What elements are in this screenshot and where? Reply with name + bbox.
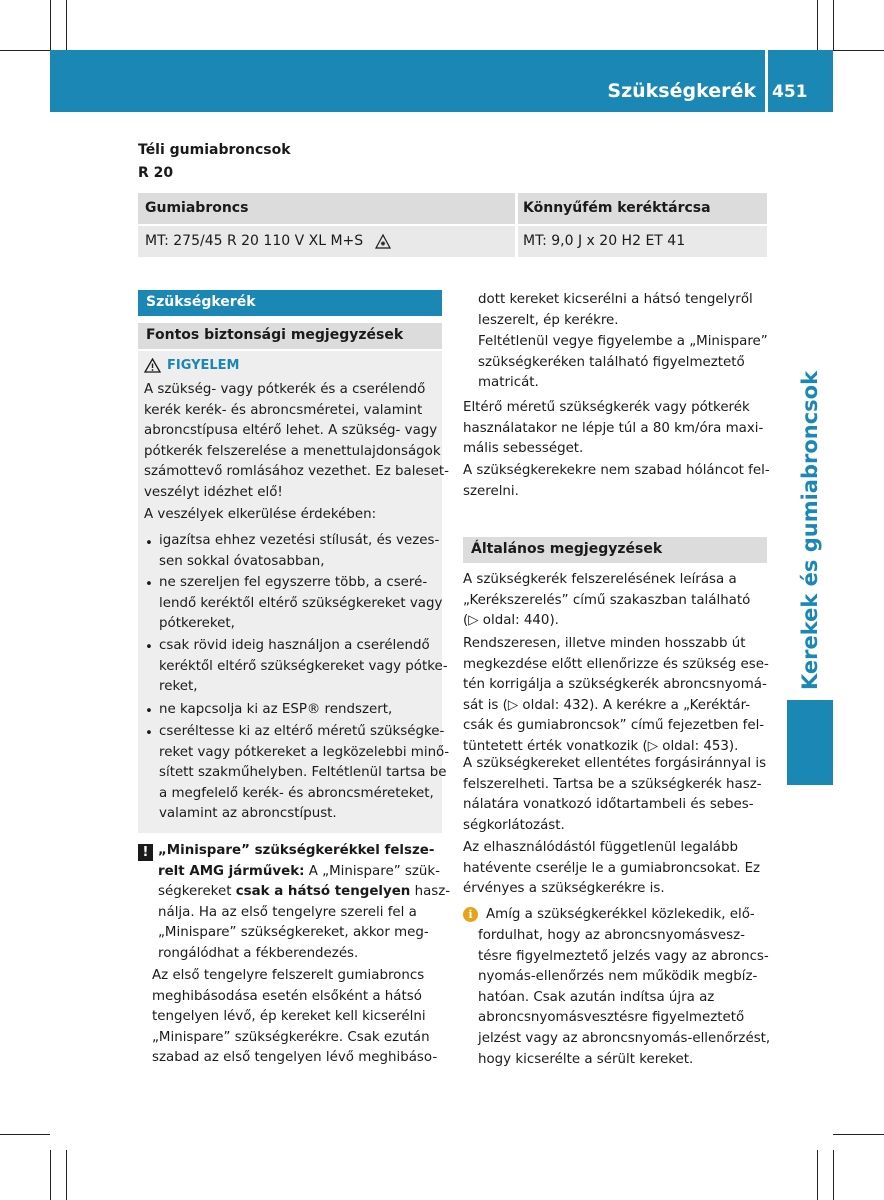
warning-label: FIGYELEM <box>167 358 240 373</box>
table-row <box>138 226 767 257</box>
bullet-dot: • <box>145 726 153 741</box>
list-item: ne szereljen fel egyszerre több, a cseré- lendő keréktől eltérő szükségkereket vagy pótkereket, <box>159 575 443 632</box>
crop-mark <box>817 1150 818 1200</box>
warning-triangle-icon <box>144 358 161 373</box>
paragraph: A szükségkerekekre nem szabad hóláncot fel- szerelni. <box>463 463 770 499</box>
paragraph: Rendszeresen, illetve minden hosszabb út megkezdése előtt ellenőrizze és szükség ese- tén korrigálja a szükségkerék abroncsnyomá- sát is (▷ oldal: 432). A kerékre a „Keréktár- csák és gumiabroncsok” című fejezetben fel- tüntetett érték vonatkozik (▷ oldal: 453). <box>463 636 769 754</box>
tyre-size: R 20 <box>138 165 174 181</box>
tyre-heading: Téli gumiabroncsok <box>138 142 291 158</box>
crop-mark <box>0 1134 50 1135</box>
warning-title <box>144 358 240 373</box>
header-separator <box>765 50 768 112</box>
paragraph: Eltérő méretű szükségkerék vagy pótkerék használatakor ne lépje túl a 80 km/óra maxi- mális sebességet. <box>463 400 764 457</box>
list-item: ne kapcsolja ki az ESP® rendszert, <box>159 702 393 717</box>
page-title: Szükségkerék <box>607 80 756 102</box>
info-icon: i <box>463 907 478 922</box>
bullet-dot: • <box>145 640 153 655</box>
crop-mark <box>833 1150 834 1200</box>
exclamation-icon: ! <box>138 844 153 861</box>
crop-mark <box>817 0 818 50</box>
list-item: igazítsa ehhez vezetési stílusát, és vezes- sen sokkal óvatosabban, <box>159 533 440 569</box>
crop-mark <box>833 1134 884 1135</box>
crop-mark <box>66 0 67 50</box>
table-header-row <box>138 193 767 224</box>
list-item: csak rövid ideig használjon a cserélendő keréktől eltérő szükségkereket vagy pótke- reket, <box>159 638 448 695</box>
bullet-dot: • <box>145 577 153 592</box>
bullet-dot: • <box>145 536 153 551</box>
paragraph: dott kereket kicserélni a hátsó tengelyről leszerelt, ép kerékre. <box>478 292 753 328</box>
crop-mark <box>833 50 884 51</box>
snowflake-mountain-icon <box>375 233 391 249</box>
chapter-tab-label: Kerekek és gumiabroncsok <box>798 370 822 690</box>
chapter-tab-marker <box>787 700 833 785</box>
minispare-note: „Minispare” szükségkerékkel felsze- relt AMG járművek: A „Minispare” szük- ségkereket csak a hátsó tengelyen hasz- nálja. Ha az első tengelyre szereli fel a „Minispare” szükségkereket, akkor meg- rongálódhat a fékberendezés. <box>158 843 451 961</box>
table-header-cell: Gumiabroncs <box>145 200 249 216</box>
list-item: cseréltesse ki az eltérő méretű szükségke- reket vagy pótkereket a legközelebbi minő- sített szakműhelyben. Feltétlenül tartsa be a megfelelő kerék- és abroncsméreteket, valamint az abroncstípust. <box>159 724 450 822</box>
paragraph: A szükségkereket ellentétes forgásiránnyal is felszerelheti. Tartsa be a szükségkerék hasz- nálatára vonatkozó időtartambeli és sebes- ségkorlátozást. <box>463 756 767 833</box>
crop-mark <box>66 1150 67 1200</box>
table-cell <box>145 233 391 249</box>
page-number: 451 <box>772 82 808 102</box>
paragraph: A szükségkerék felszerelésének leírása a „Kerékszerelés” című szakaszban található (▷ oldal: 440). <box>463 572 751 629</box>
info-note-continued: fordulhat, hogy az abroncsnyomásvesz- tésre figyelmeztető jelzés vagy az abroncs- nyomás-ellenőrzés nem működik megbíz- hatóan. Csak azután indítsa újra az abroncsnyomásvesztésre figyelmeztető jelzést vagy az abroncsnyomás-ellenőrzést, hogy kicserélte a sérült kereket. <box>478 928 771 1067</box>
info-note: Amíg a szükségkerékkel közlekedik, elő- <box>486 907 755 922</box>
crop-mark <box>0 50 50 51</box>
crop-mark <box>833 0 834 50</box>
section-title-general: Általános megjegyzések <box>463 537 767 563</box>
section-title-safety: Fontos biztonsági megjegyzések <box>138 323 442 349</box>
paragraph: Az elhasználódástól függetlenül legalább hatévente cserélje le a gumiabroncsokat. Ez érvényes a szükségkerékre is. <box>463 840 761 897</box>
paragraph: Feltétlenül vegye figyelembe a „Minispare” szükségkeréken található figyelmeztető matricát. <box>478 334 768 391</box>
crop-mark <box>50 1150 51 1200</box>
warning-intro: A veszélyek elkerülése érdekében: <box>144 507 377 522</box>
table-cell: MT: 9,0 J x 20 H2 ET 41 <box>523 233 686 249</box>
tyre-value: MT: 275/45 R 20 110 V XL M+S <box>145 233 364 249</box>
warning-text: A szükség- vagy pótkerék és a cserélendő kerék kerék- és abroncsméretei, valamint abroncstípusa eltérő lehet. A szükség- vagy pótkerék felszerelése a menettulajdonságok számottevő romlásához vezethet. Ez baleset- veszélyt idézhet elő! <box>144 382 449 500</box>
crop-mark <box>50 0 51 50</box>
bullet-dot: • <box>145 704 153 719</box>
table-header-cell: Könnyűfém keréktárcsa <box>523 200 711 216</box>
section-title-spare: Szükségkerék <box>138 290 442 316</box>
minispare-paragraph: Az első tengelyre felszerelt gumiabroncs meghibásodása esetén elsőként a hátsó tengelyen lévő, ép kereket kell kicserélni „Minispare” szükségkerékre. Csak ezután szabad az első tengelyen lévő meghibáso- <box>152 968 438 1066</box>
table-divider <box>515 193 518 257</box>
